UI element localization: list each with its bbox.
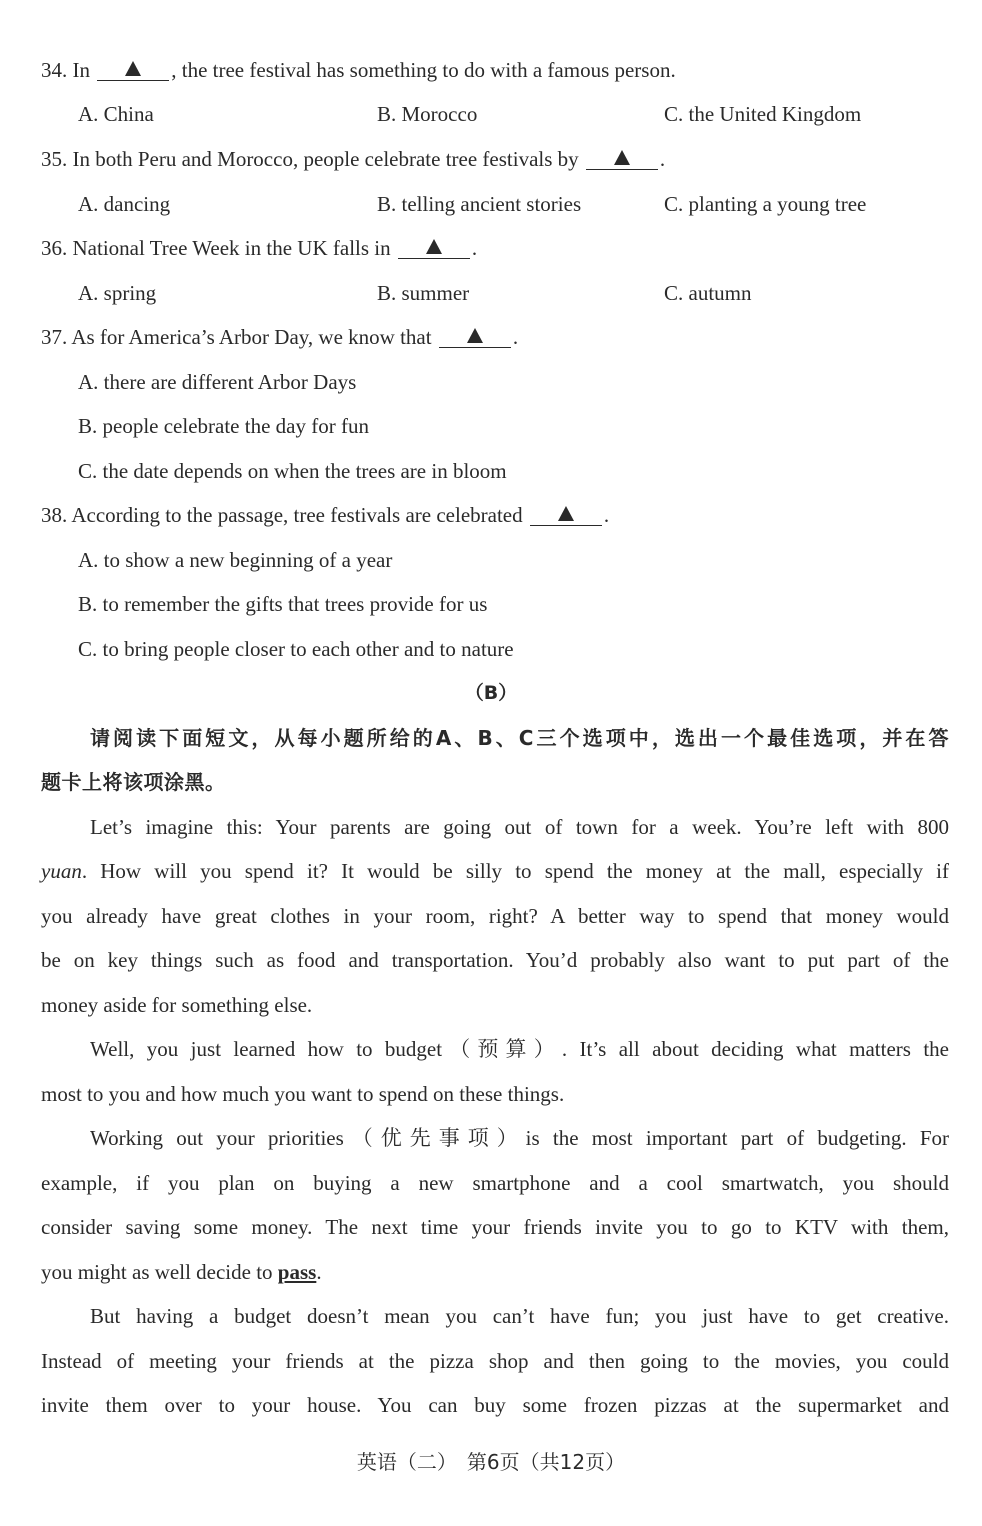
triangle-icon	[558, 506, 574, 521]
option-c: C. planting a young tree	[664, 192, 867, 216]
question-37-stem-end: .	[512, 325, 519, 349]
passage-line: money aside for something else.	[41, 993, 313, 1017]
question-36	[41, 234, 477, 262]
passage-text: .	[316, 1260, 322, 1284]
passage-line: example, if you plan on buying a new smartphone and a cool smartwatch, you should	[41, 1171, 949, 1195]
passage-line	[41, 1258, 322, 1286]
question-34	[41, 56, 676, 84]
passage-line: But having a budget doesn’t mean you can’t have fun; you just have to get creative.	[90, 1304, 949, 1328]
question-37-stem: 37. As for America’s Arbor Day, we know that	[41, 325, 437, 349]
passage-line: invite them over to your house. You can buy some frozen pizzas at the supermarket and	[41, 1393, 949, 1417]
answer-blank	[439, 327, 511, 348]
option-a: A. to show a new beginning of a year	[78, 548, 393, 572]
passage-line: Instead of meeting your friends at the pizza shop and then going to the movies, you could	[41, 1349, 949, 1373]
option-c: C. autumn	[664, 281, 752, 305]
passage-line: Well, you just learned how to budget（预算）. It’s all about deciding what matters the	[90, 1037, 949, 1061]
passage-line: Working out your priorities（优先事项）is the most important part of budgeting. For	[90, 1126, 949, 1150]
option-b: B. people celebrate the day for fun	[78, 414, 369, 438]
option-a: A. there are different Arbor Days	[78, 370, 357, 394]
answer-blank	[586, 149, 658, 170]
option-a: A. China	[78, 102, 154, 126]
triangle-icon	[125, 61, 141, 76]
option-a: A. dancing	[78, 192, 171, 216]
option-b: B. telling ancient stories	[377, 192, 582, 216]
passage-line	[41, 857, 949, 885]
section-instruction: 请阅读下面短文，从每小题所给的A、B、C三个选项中，选出一个最佳选项，并在答	[90, 726, 949, 750]
underlined-word: pass	[277, 1260, 317, 1284]
question-35	[41, 145, 665, 173]
question-36-stem: 36. National Tree Week in the UK falls in	[41, 236, 396, 260]
option-c: C. the United Kingdom	[664, 102, 862, 126]
page-footer: 英语（二） 第6页（共12页）	[356, 1450, 626, 1474]
question-38-stem: 38. According to the passage, tree festivals are celebrated	[41, 503, 528, 527]
section-heading: （B）	[464, 682, 518, 704]
passage-line: be on key things such as food and transportation. You’d probably also want to put part of the	[41, 948, 949, 972]
passage-line: consider saving some money. The next time your friends invite you to go to KTV with them,	[41, 1215, 949, 1239]
passage-line: you already have great clothes in your room, right? A better way to spend that money would	[41, 904, 949, 928]
question-35-stem-end: .	[659, 147, 666, 171]
question-34-stem-end: , the tree festival has something to do with a famous person.	[171, 58, 676, 82]
answer-blank	[398, 238, 470, 259]
option-b: B. Morocco	[377, 102, 478, 126]
passage-line: most to you and how much you want to spend on these things.	[41, 1082, 565, 1106]
passage-text: . How will you spend it? It would be silly to spend the money at the mall, especially if	[81, 859, 949, 883]
question-38-stem-end: .	[603, 503, 610, 527]
option-b: B. summer	[377, 281, 470, 305]
question-37	[41, 323, 518, 351]
section-instruction-end: 题卡上将该项涂黑。	[41, 770, 226, 794]
option-c: C. the date depends on when the trees are in bloom	[78, 459, 507, 483]
question-38	[41, 501, 609, 529]
option-a: A. spring	[78, 281, 157, 305]
triangle-icon	[426, 239, 442, 254]
passage-text: you might as well decide to	[41, 1260, 278, 1284]
triangle-icon	[467, 328, 483, 343]
italic-word: yuan	[41, 859, 82, 883]
answer-blank	[97, 60, 169, 81]
triangle-icon	[614, 150, 630, 165]
question-36-stem-end: .	[471, 236, 478, 260]
option-b: B. to remember the gifts that trees provide for us	[78, 592, 488, 616]
answer-blank	[530, 505, 602, 526]
question-35-stem: 35. In both Peru and Morocco, people celebrate tree festivals by	[41, 147, 584, 171]
option-c: C. to bring people closer to each other and to nature	[78, 637, 514, 661]
passage-line: Let’s imagine this: Your parents are going out of town for a week. You’re left with 800	[90, 815, 949, 839]
question-34-stem: 34. In	[41, 58, 96, 82]
